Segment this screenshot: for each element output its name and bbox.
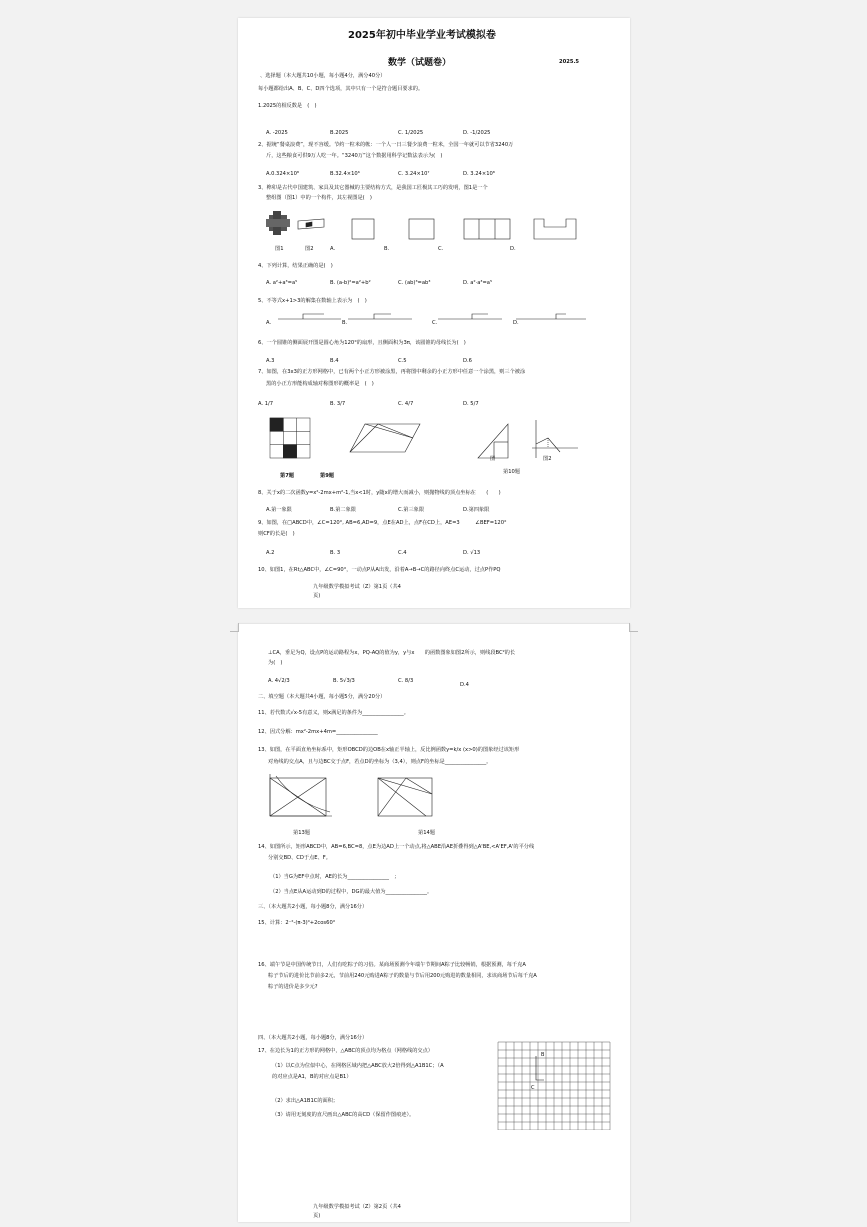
q3-label-d: D.: [510, 246, 516, 252]
q7-option-b: B. 3/7: [330, 401, 346, 407]
q4-option-c: C. (ab)³=ab³: [398, 280, 431, 286]
question-13-line1: 13、如图，在平面直角坐标系中，矩形OBCD的边OB在x轴正半轴上，反比例函数y=k/x (x>0)的图象经过该矩形: [258, 747, 520, 753]
caption-q9: 第9题: [320, 473, 334, 479]
section3-header: 三、（本大题共2小题，每小题8分，满分16分）: [258, 904, 368, 910]
q10-fig2-graph: [532, 420, 578, 458]
q3-label-fig1: 图1: [275, 246, 284, 252]
q4-option-b: B. (a-b)²=a²+b²: [330, 280, 371, 286]
q10-option-d: D.4: [460, 682, 469, 688]
question-2-line2: 斤，这些粮食可供9万人吃一年。“3240万”这个数据用科学记数法表示为( ): [266, 153, 443, 159]
question-3-line1: 3、榫卯是古代中国建筑、家具及其它器械的主要结构方式，是我国工匠极其工巧的发明，图1是一个: [258, 185, 488, 191]
question-5: 5、不等式x+1>3的解集在数轴上表示为 ( ): [258, 298, 367, 304]
q3-fig2-component: [298, 219, 324, 229]
q4-option-d: D. a²·a³=a⁵: [463, 280, 493, 286]
question-4: 4、下列计算，结果正确的是( ): [258, 263, 333, 269]
q1-option-b: B.2025: [330, 130, 349, 136]
q17-grid: [496, 1040, 614, 1130]
question-10-cont-line1: ⊥CA，垂足为Q，设点P的运动路程为x，PQ-AQ的值为y，y与x 的函数图象如图2所示，则线段BC²的长: [268, 650, 516, 656]
exam-subtitle: 数学（试题卷）: [388, 58, 452, 68]
q3-option-a-shape: [352, 219, 374, 239]
q9-parallelogram: [350, 424, 420, 452]
q8-option-a: A.第一象限: [266, 507, 292, 513]
q13-rectangle-graph: [270, 774, 332, 816]
q3-option-c-shape: [464, 219, 510, 239]
q17-part2: （2）求出△A1B1C的面积；: [272, 1098, 339, 1104]
q17-triangle-abc: [536, 1056, 544, 1080]
question-16-line3: 粽子的进价是多少元?: [268, 984, 318, 990]
question-10-cont-line2: 为( ): [268, 660, 283, 666]
grid-label-c: C: [531, 1085, 535, 1091]
question-9-line2: 则CF的长是( ): [258, 531, 295, 537]
section4-header: 四、（本大题共2小题，每小题8分，满分16分）: [258, 1035, 368, 1041]
q7-grid: [270, 418, 310, 458]
exam-page-2: [238, 624, 630, 1222]
question-13-line2: 对角线的交点A，且与边BC交于点F，若点D的坐标为（3,4），则点F的坐标是________________。: [268, 759, 492, 765]
q3-figures: [266, 211, 586, 251]
q5-option-c: C.: [432, 320, 438, 326]
q17-part1b: 的对应点是A1，B的对应点是B1）: [272, 1074, 352, 1080]
exam-date: 2025.5: [559, 59, 580, 65]
q8-option-d: D.第四象限: [463, 507, 490, 513]
q6-option-c: C.5: [398, 358, 407, 364]
question-14-line1: 14、如图所示，矩形ABCD中，AB=6,BC=8，点E为边AD上一个动点,将△ABE沿AE折叠得到△A'BE,<A'EF,A'的平分线: [258, 844, 535, 850]
grid-label-b: B: [541, 1052, 545, 1058]
question-7-line1: 7、如图，在3x3的正方形网格中，已有两个小正方形被涂黑，再将图中剩余的小正方形中任意一个涂黑，则三个被涂: [258, 369, 526, 375]
caption-q13: 第13题: [293, 830, 310, 836]
q10-option-c: C. 8/3: [398, 678, 414, 684]
question-14-line2: 分别交BD、CD于点E、F。: [268, 855, 331, 861]
q3-label-b: B.: [384, 246, 390, 252]
question-15: 15、计算：2⁻²-(π-3)⁰+2cos60°: [258, 920, 336, 926]
corner-mark-right: [629, 623, 638, 632]
q5-option-b: B.: [342, 320, 348, 326]
q2-option-a: A.0.324×10⁸: [266, 171, 299, 177]
question-12: 12、因式分解：mx²-2mx+4m=________________: [258, 729, 378, 735]
q17-part1a: （1）以C点为位似中心，在网格区域内把△ABC放大2倍得到△A1B1C；（A: [272, 1063, 444, 1069]
q2-option-c: C. 3.24×10⁷: [398, 171, 430, 177]
caption-q7: 第7题: [280, 473, 294, 479]
question-8: 8、关于x的二次函数y=x²-2mx+m²-1,当x<1时，y随x的增大而减小，则抛物线的顶点坐标在 ( ): [258, 490, 501, 496]
q7-option-a: A. 1/7: [258, 401, 274, 407]
page1-footer-cont: 页): [313, 593, 321, 599]
page1-footer: 九年级数学模拟考试（Z）第1页（共4: [313, 584, 401, 590]
section1-desc: 每小题都给出A、B、C、D四个选项，其中只有一个是符合题目要求的。: [258, 86, 424, 92]
q3-fig1-joinery: [266, 211, 290, 235]
q2-option-d: D. 3.24×10⁸: [463, 171, 495, 177]
question-17: 17、在边长为1的正方形的网格中，△ABC的顶点均为格点（网格线的交点）: [258, 1048, 433, 1054]
q10-fig1-triangle: [478, 424, 508, 458]
q7-option-d: D. 5/7: [463, 401, 479, 407]
q6-option-d: D.6: [463, 358, 472, 364]
q9-option-c: C.4: [398, 550, 407, 556]
question-9-line1: 9、如图，在□ABCD中，∠C=120°, AB=6,AD=9，点E在AD上，点F在CD上，AE=3 ∠BEF=120°: [258, 520, 507, 526]
q8-option-b: B.第二象限: [330, 507, 356, 513]
q5-option-d: D.: [513, 320, 519, 326]
question-11: 11、若代数式√x-5有意义，则x满足的条件为________________。: [258, 710, 409, 716]
q5-number-lines: [266, 311, 596, 327]
question-2-line1: 2、据统“餐桌浪费”，现不容缓。节约一粒米的帐：一个人一日三餐少浪费一粒米，全国一年就可以节省3240万: [258, 142, 514, 148]
question-10: 10、如图1，在Rt△ABC中，∠C=90°，一动点P从A出发，沿着A→B→C的路径向终点C运动，过点P作PQ: [258, 567, 501, 573]
question-3-line2: 整组图（图1）中的一个构件，其左视图是( ): [266, 195, 372, 201]
q8-option-c: C.第三象限: [398, 507, 425, 513]
question-1: 1.2025的相反数是 ( ): [258, 103, 317, 109]
q3-label-a: A.: [330, 246, 336, 252]
caption-q10-fig1: 图: [490, 456, 496, 462]
q7-option-c: C. 4/7: [398, 401, 414, 407]
question-16-line1: 16、端午节是中国传统节日，人们有吃粽子的习俗。某商场预测今年端午节期间A粽子比较畅销，根据预测，每千克A: [258, 962, 526, 968]
q9-option-d: D. √13: [463, 550, 481, 556]
q3-option-b-shape: [409, 219, 434, 239]
q3-option-d-shape: [534, 219, 576, 239]
q14-part2: （2）当点E从A运动到D的过程中，DG的最大值为________________。: [270, 889, 433, 895]
section1-header: 、选择题（本大题共10小题，每小题4分，满分40分）: [260, 73, 386, 79]
question-16-line2: 粽子节后的进价比节前多2元，节前用240元购进A粽子的数量与节后用200元购进的数量相同，求该商场节后每千克A: [268, 973, 537, 979]
q14-part1: （1）当G为EF中点时，AE的长为________________ ；: [270, 874, 400, 880]
section2-header: 二、填空题（本大题共4小题，每小题5分，满分20分）: [258, 694, 386, 700]
page2-footer: 九年级数学模拟考试（Z）第2页（共4: [313, 1204, 401, 1210]
q5-option-a: A.: [266, 320, 272, 326]
page2-footer-cont: 页): [313, 1213, 321, 1219]
q6-option-a: A.3: [266, 358, 275, 364]
q1-option-a: A. -2025: [266, 130, 288, 136]
q10-option-a: A. 4√2/3: [268, 678, 290, 684]
exam-page-1: [238, 18, 630, 608]
q4-option-a: A. a²+a³=a⁵: [266, 280, 298, 286]
q1-option-d: D. -1/2025: [463, 130, 491, 136]
question-7-line2: 黑的小正方形能构成轴对称图形的概率是 ( ): [266, 381, 374, 387]
caption-q10-fig2: 图2: [543, 456, 552, 462]
q13-q14-figures: [266, 772, 466, 824]
exam-title: 2025年初中毕业学业考试模拟卷: [348, 30, 496, 41]
q9-option-b: B. 3: [330, 550, 341, 556]
q6-option-b: B.4: [330, 358, 339, 364]
q17-part3: （3）请用无刻度的直尺画出△ABC的高CD（保留作图痕迹）。: [272, 1112, 415, 1118]
q1-option-c: C. 1/2025: [398, 130, 424, 136]
caption-q14: 第14题: [418, 830, 435, 836]
question-6: 6、一个圆锥的侧面展开图是圆心角为120°的扇形，且侧面积为3π，该圆锥的母线长为( ): [258, 340, 466, 346]
q3-label-fig2: 图2: [305, 246, 314, 252]
q9-option-a: A.2: [266, 550, 275, 556]
q3-label-c: C.: [438, 246, 444, 252]
corner-mark-left: [230, 623, 239, 632]
caption-q10: 第10题: [503, 469, 520, 475]
q14-rectangle: [378, 778, 432, 816]
q2-option-b: B.32.4×10⁶: [330, 171, 360, 177]
q10-option-b: B. 5√3/3: [333, 678, 355, 684]
